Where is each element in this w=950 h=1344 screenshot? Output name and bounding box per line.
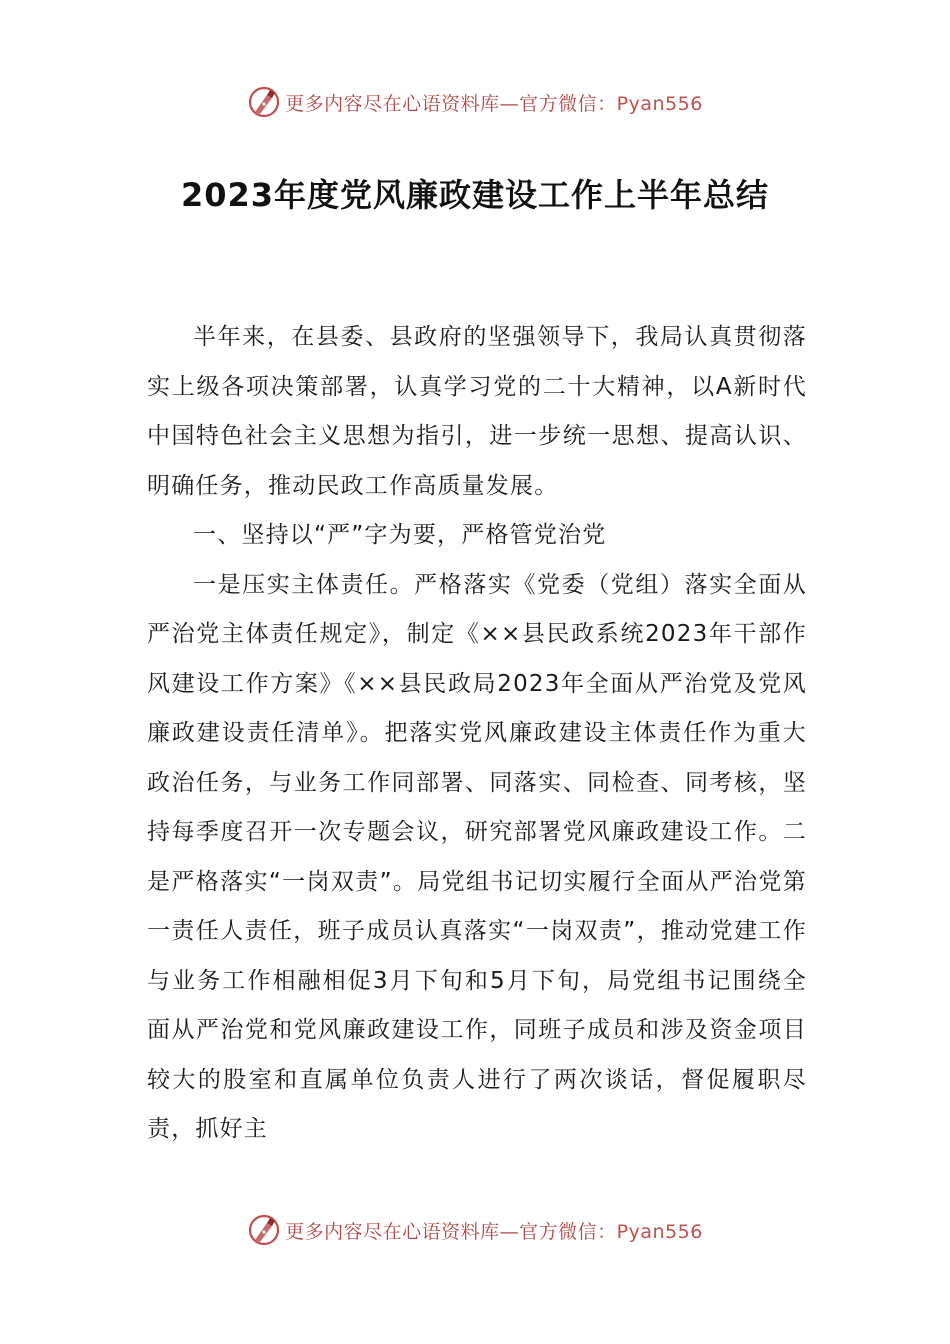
header-site-text: 更多内容尽在心语资料库—官方微信： bbox=[285, 92, 617, 115]
document-body bbox=[147, 313, 807, 1155]
footer-banner bbox=[0, 1210, 950, 1250]
header-wechat-id: Pyan556 bbox=[616, 92, 703, 115]
paragraph-intro: 半年来，在县委、县政府的坚强领导下，我局认真贯彻落实上级各项决策部署，认真学习党的二十大精神，以A新时代中国特色社会主义思想为指引，进一步统一思想、提高认识、明确任务，推动民政工作高质量发展。 bbox=[147, 324, 807, 499]
section-heading-1: 一、坚持以“严”字为要，严格管党治党 bbox=[193, 522, 607, 548]
header-banner bbox=[0, 82, 950, 122]
document-title: 2023年度党风廉政建设工作上半年总结 bbox=[180, 176, 770, 214]
pen-nib-logo-icon bbox=[247, 85, 281, 119]
footer-wechat-id: Pyan556 bbox=[616, 1220, 703, 1243]
header-banner-text bbox=[285, 89, 703, 116]
pen-nib-logo-icon bbox=[247, 1213, 281, 1247]
paragraph-body-1: 一是压实主体责任。严格落实《党委（党组）落实全面从严治党主体责任规定》，制定《××县民政系统2023年干部作风建设工作方案》《××县民政局2023年全面从严治党及党风廉政建设责任清单》。把落实党风廉政建设主体责任作为重大政治任务，与业务工作同部署、同落实、同检查、同考核，坚持每季度召开一次专题会议，研究部署党风廉政建设工作。二是严格落实“一岗双责”。局党组书记切实履行全面从严治党第一责任人责任，班子成员认真落实“一岗双责”，推动党建工作与业务工作相融相促3月下旬和5月下旬，局党组书记围绕全面从严治党和党风廉政建设工作，同班子成员和涉及资金项目较大的股室和直属单位负责人进行了两次谈话，督促履职尽责，抓好主 bbox=[147, 571, 807, 1142]
footer-site-text: 更多内容尽在心语资料库—官方微信： bbox=[285, 1220, 617, 1243]
footer-banner-text bbox=[285, 1217, 703, 1244]
